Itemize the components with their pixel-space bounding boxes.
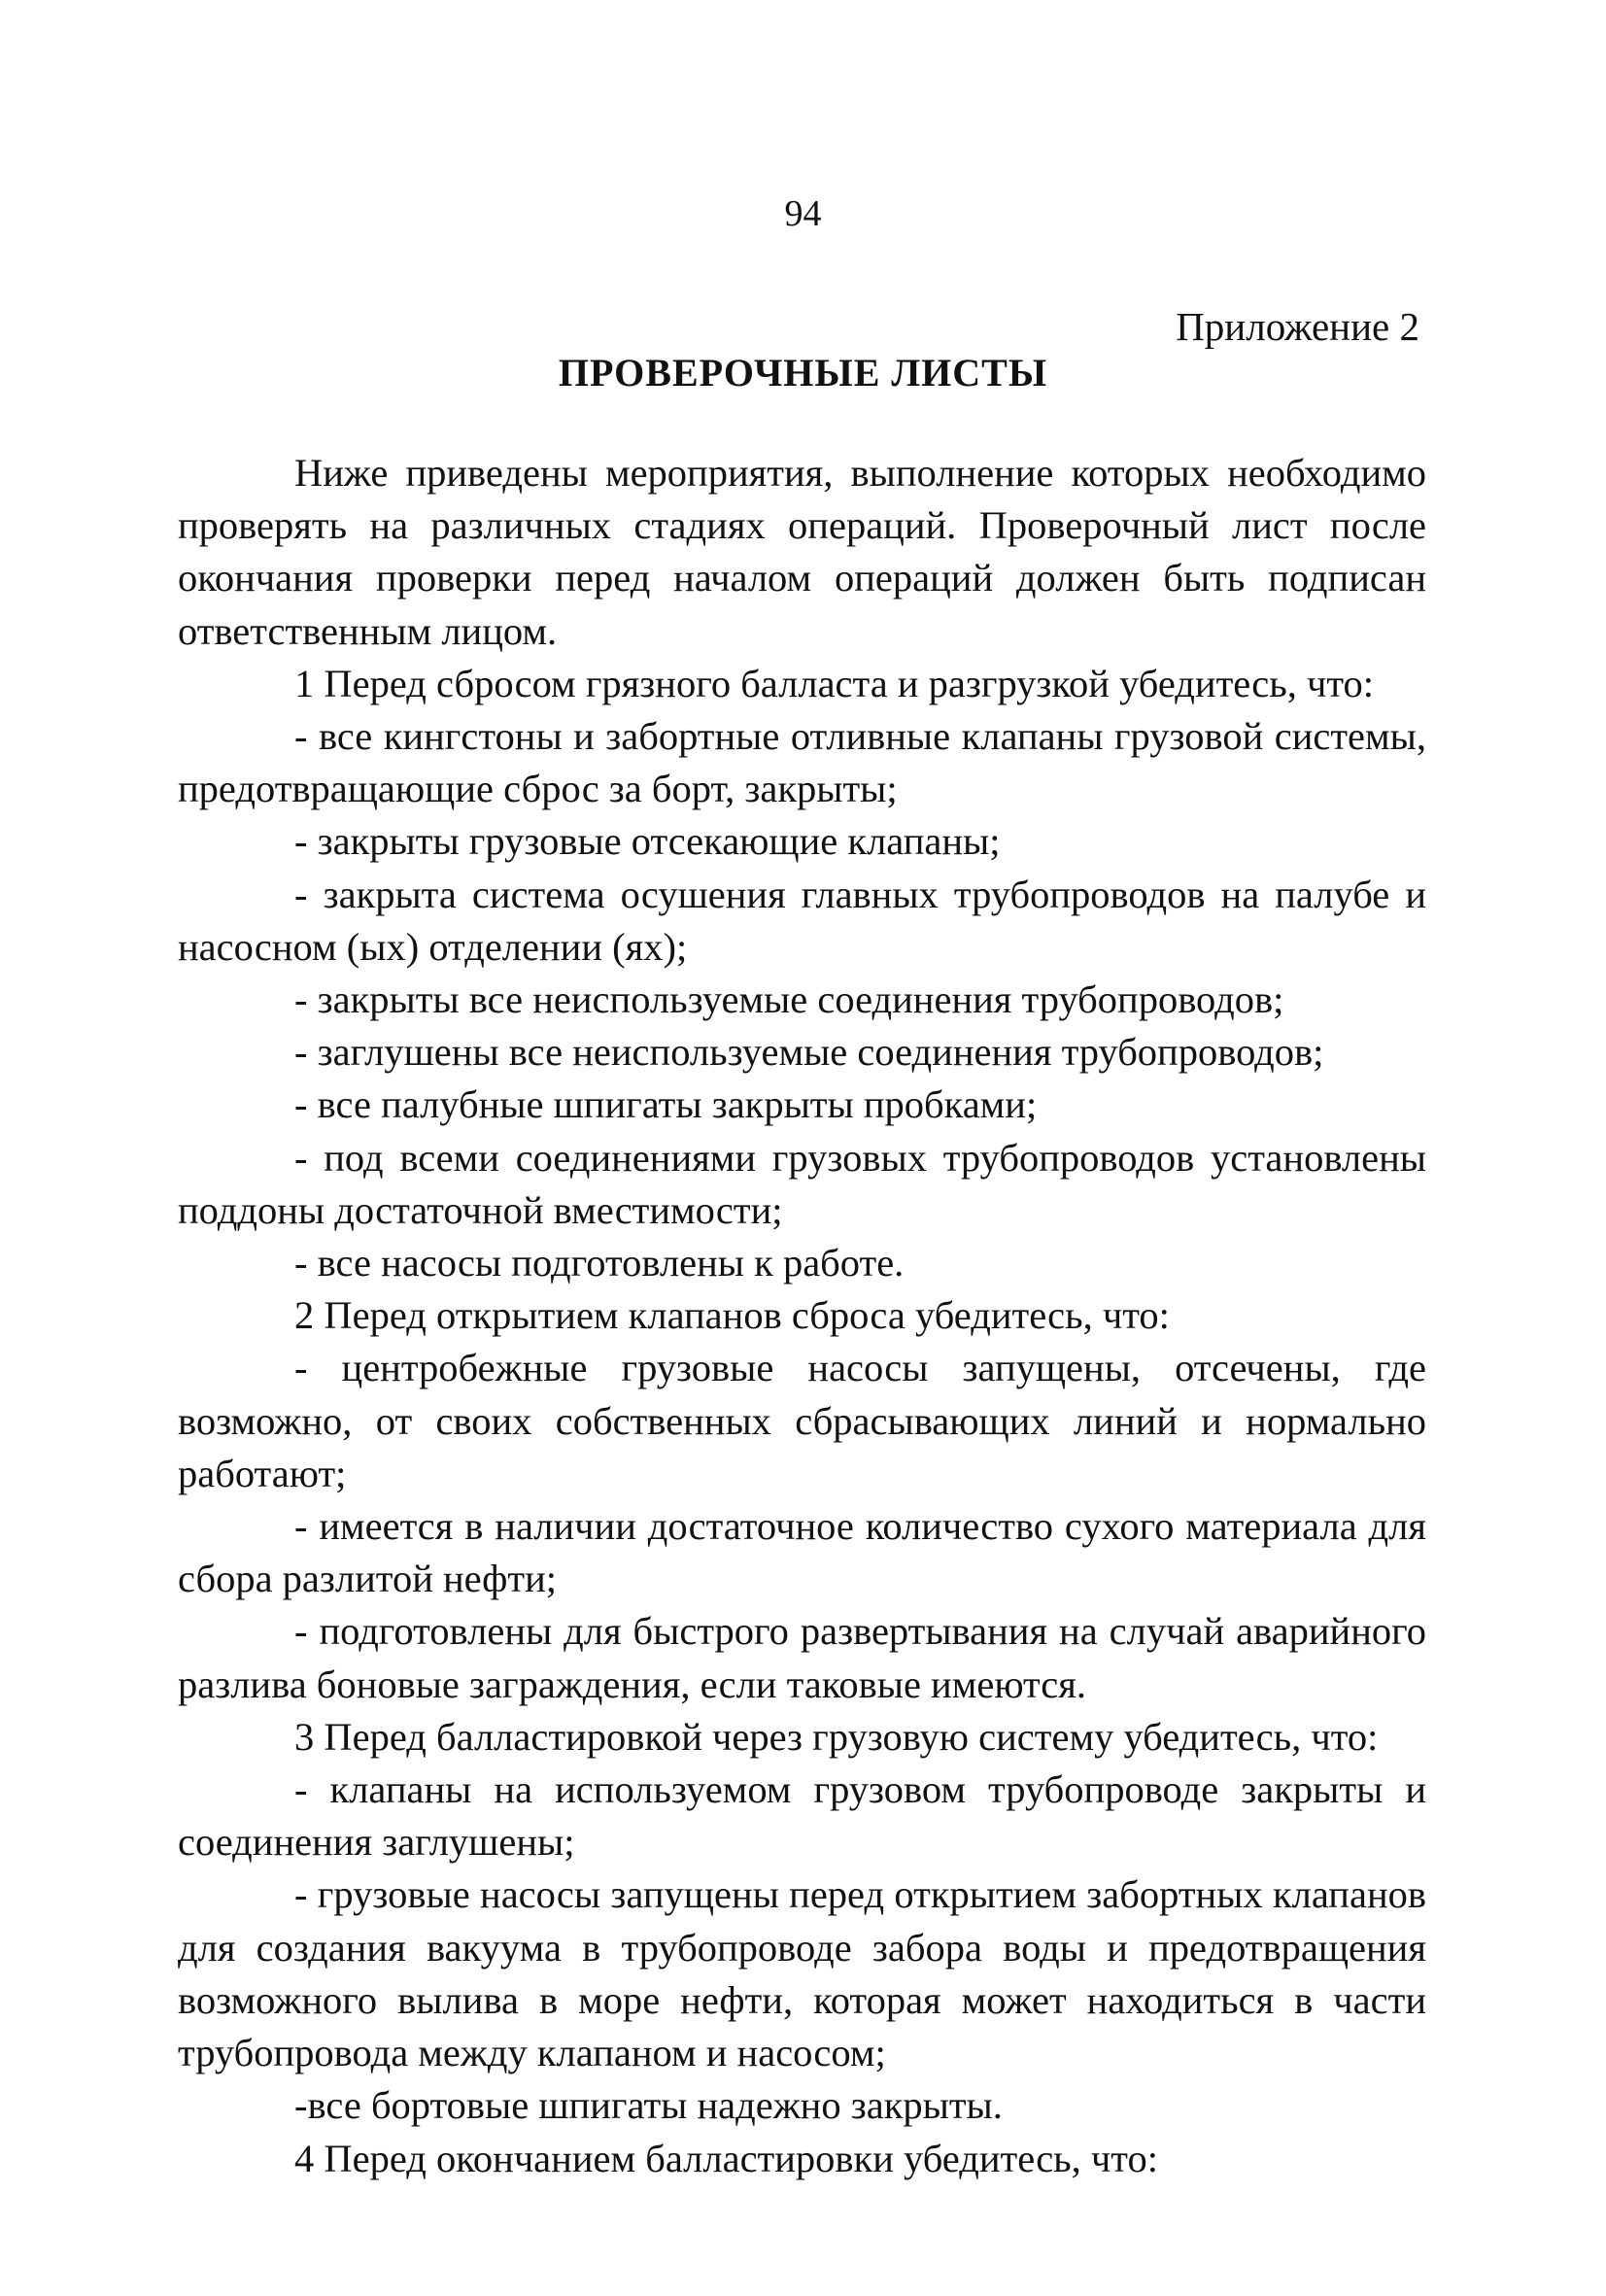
list-item: - закрыты грузовые отсекающие клапаны; xyxy=(294,819,1001,864)
list-item: - центробежные грузовые насосы запущены, отсечены, где возможно, от своих собственных сбрасывающих линий и нормально работают; xyxy=(178,1346,1426,1495)
list-item: - все кингстоны и забортные отливные клапаны грузовой системы, предотвращающие сброс за борт, закрыты; xyxy=(178,714,1426,811)
list-item: - клапаны на используемом грузовом трубопроводе закрыты и соединения заглушены; xyxy=(178,1767,1426,1865)
list-item: - грузовые насосы запущены перед открытием забортных клапанов для создания вакуума в трубопроводе забора воды и предотвращения возможного вылива в море нефти, которая может находиться в части трубопровода между клапаном и насосом; xyxy=(178,1872,1426,2075)
list-item: -все бортовые шпигаты надежно закрыты. xyxy=(294,2083,1003,2128)
list-item: - имеется в наличии достаточное количество сухого материала для сбора разлитой нефти; xyxy=(178,1504,1426,1601)
list-item: - подготовлены для быстрого развертывания на случай аварийного разлива боновые заграждения, если таковые имеются. xyxy=(178,1609,1426,1706)
list-item: - все насосы подготовлены к работе. xyxy=(294,1241,905,1285)
intro-paragraph: Ниже приведены мероприятия, выполнение которых необходимо проверять на различных стадиях операций. Проверочный лист после окончания проверки перед началом операций должен быть подписан ответственным лицом. xyxy=(178,451,1426,653)
page-title: ПРОВЕРОЧНЫЕ ЛИСТЫ xyxy=(558,351,1048,394)
page-number: 94 xyxy=(784,193,822,234)
list-item: - все палубные шпигаты закрыты пробками; xyxy=(294,1082,1038,1127)
section-heading-3: 3 Перед балластировкой через грузовую систему убедитесь, что: xyxy=(294,1714,1379,1759)
section-heading-2: 2 Перед открытием клапанов сброса убедитесь, что: xyxy=(294,1293,1170,1338)
section-heading-4: 4 Перед окончанием балластировки убедитесь, что: xyxy=(294,2136,1158,2180)
body-text xyxy=(178,447,1426,2185)
section-heading-1: 1 Перед сбросом грязного балласта и разгрузкой убедитесь, что: xyxy=(294,661,1375,705)
appendix-label: Приложение 2 xyxy=(1176,304,1419,349)
list-item: - под всеми соединениями грузовых трубопроводов установлены поддоны достаточной вместимости; xyxy=(178,1135,1426,1232)
list-item: - закрыты все неиспользуемые соединения трубопроводов; xyxy=(294,977,1284,1022)
list-item: - закрыта система осушения главных трубопроводов на палубе и насосном (ых) отделении (ях); xyxy=(178,872,1426,969)
list-item: - заглушены все неиспользуемые соединения трубопроводов; xyxy=(294,1030,1324,1075)
